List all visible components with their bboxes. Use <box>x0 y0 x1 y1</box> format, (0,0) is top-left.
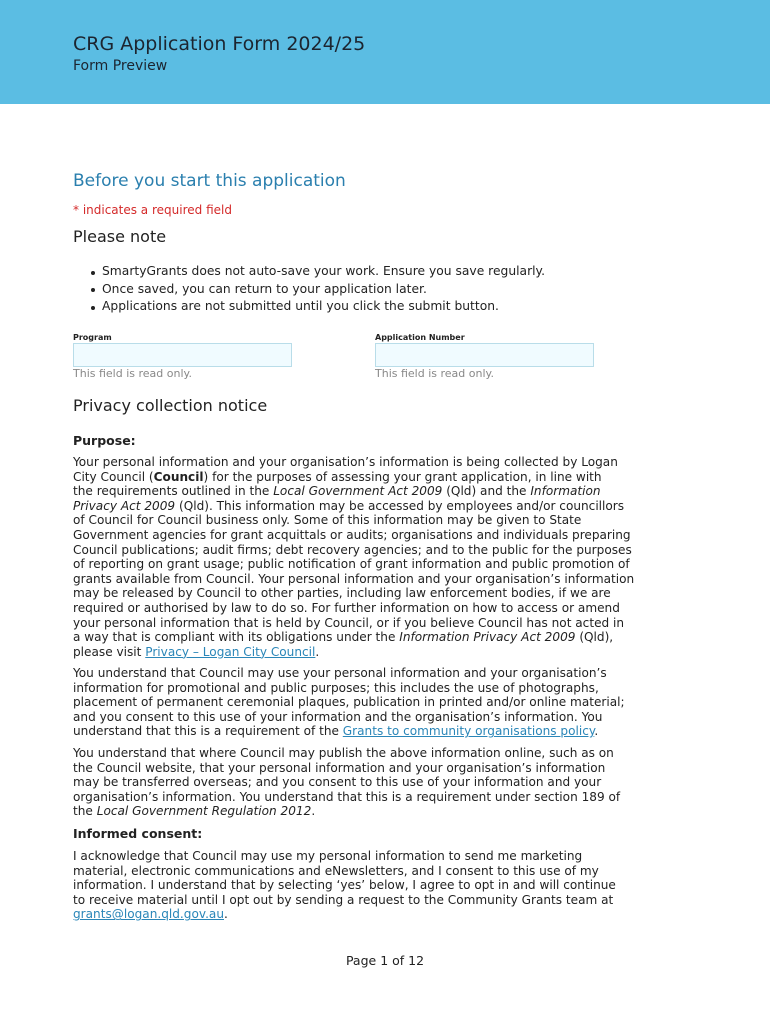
page-number: Page 1 of 12 <box>345 953 425 968</box>
required-field-note: * indicates a required field <box>73 203 232 217</box>
grants-policy-link[interactable]: Grants to community organisations policy <box>342 724 595 739</box>
program-field[interactable] <box>73 343 292 367</box>
page-header <box>0 0 770 104</box>
list-item: SmartyGrants does not auto-save your work. Ensure you save regularly. <box>91 263 545 281</box>
application-number-help-text: This field is read only. <box>375 367 494 380</box>
note-list <box>91 263 545 316</box>
list-item: Once saved, you can return to your application later. <box>91 281 545 299</box>
program-help-text: This field is read only. <box>73 367 192 380</box>
list-item: Applications are not submitted until you click the submit button. <box>91 298 545 316</box>
consent-paragraph: I acknowledge that Council may use my personal information to send me marketing material, electronic communications and eNewsletters, and I consent to this use of my information. I understand that by selecting ‘yes’ below, I agree to opt in and will continue to receive material until I opt out by sending a request to the Community Grants team at grants@logan.qld.gov.au. <box>73 849 616 922</box>
form-title: CRG Application Form 2024/25 <box>73 33 366 55</box>
form-subtitle: Form Preview <box>73 58 168 74</box>
privacy-paragraph-3: You understand that where Council may publish the above information online, such as on the Council website, that your personal information and your organisation’s information may be transferred overseas; and you consent to this use of your information and your organisation’s information. You understand that this is a requirement under section 189 of the Local Government Regulation 2012. <box>73 746 621 819</box>
privacy-paragraph-2: You understand that Council may use your personal information and your organisation’s information for promotional and public purposes; this includes the use of photographs, placement of permanent ceremonial plaques, publication in printed and/or online material; and you consent to this use of your information and the organisation’s information. You understand that this is a requirement of the Grants to community organisations policy. <box>73 666 625 739</box>
please-note-heading: Please note <box>73 227 167 246</box>
application-number-field[interactable] <box>375 343 594 367</box>
privacy-paragraph-1: Your personal information and your organisation’s information is being collected by Logan City Council (Council) for the purposes of assessing your grant application, in line with the requirements outlined in the Local Government Act 2009 (Qld) and the Information Privacy Act 2009 (Qld). This information may be accessed by employees and/or councillors of Council for Council business only. Some of this information may be given to State Government agencies for grant acquittals or audits; organisations and individuals preparing Council publications; audit firms; debt recovery agencies; and to the public for the purposes of reporting on grant usage; public notification of grant information and public promotion of grants available from Council. Your personal information and your organisation’s information may be released by Council to other parties, including law enforcement bodies, if we are required or authorised by law to do so. For further information on how to access or amend your personal information that is held by Council, or if you believe Council has not acted in a way that is compliant with its obligations under the Information Privacy Act 2009 (Qld), please visit Privacy – Logan City Council. <box>73 455 635 659</box>
privacy-policy-link[interactable]: Privacy – Logan City Council <box>145 644 316 659</box>
application-number-label: Application Number <box>375 333 465 342</box>
privacy-heading: Privacy collection notice <box>73 396 268 415</box>
program-label: Program <box>73 333 112 342</box>
grants-email-link[interactable]: grants@logan.qld.gov.au <box>73 907 224 922</box>
section-heading: Before you start this application <box>73 171 346 191</box>
purpose-label: Purpose: <box>73 433 136 448</box>
informed-consent-label: Informed consent: <box>73 826 203 841</box>
